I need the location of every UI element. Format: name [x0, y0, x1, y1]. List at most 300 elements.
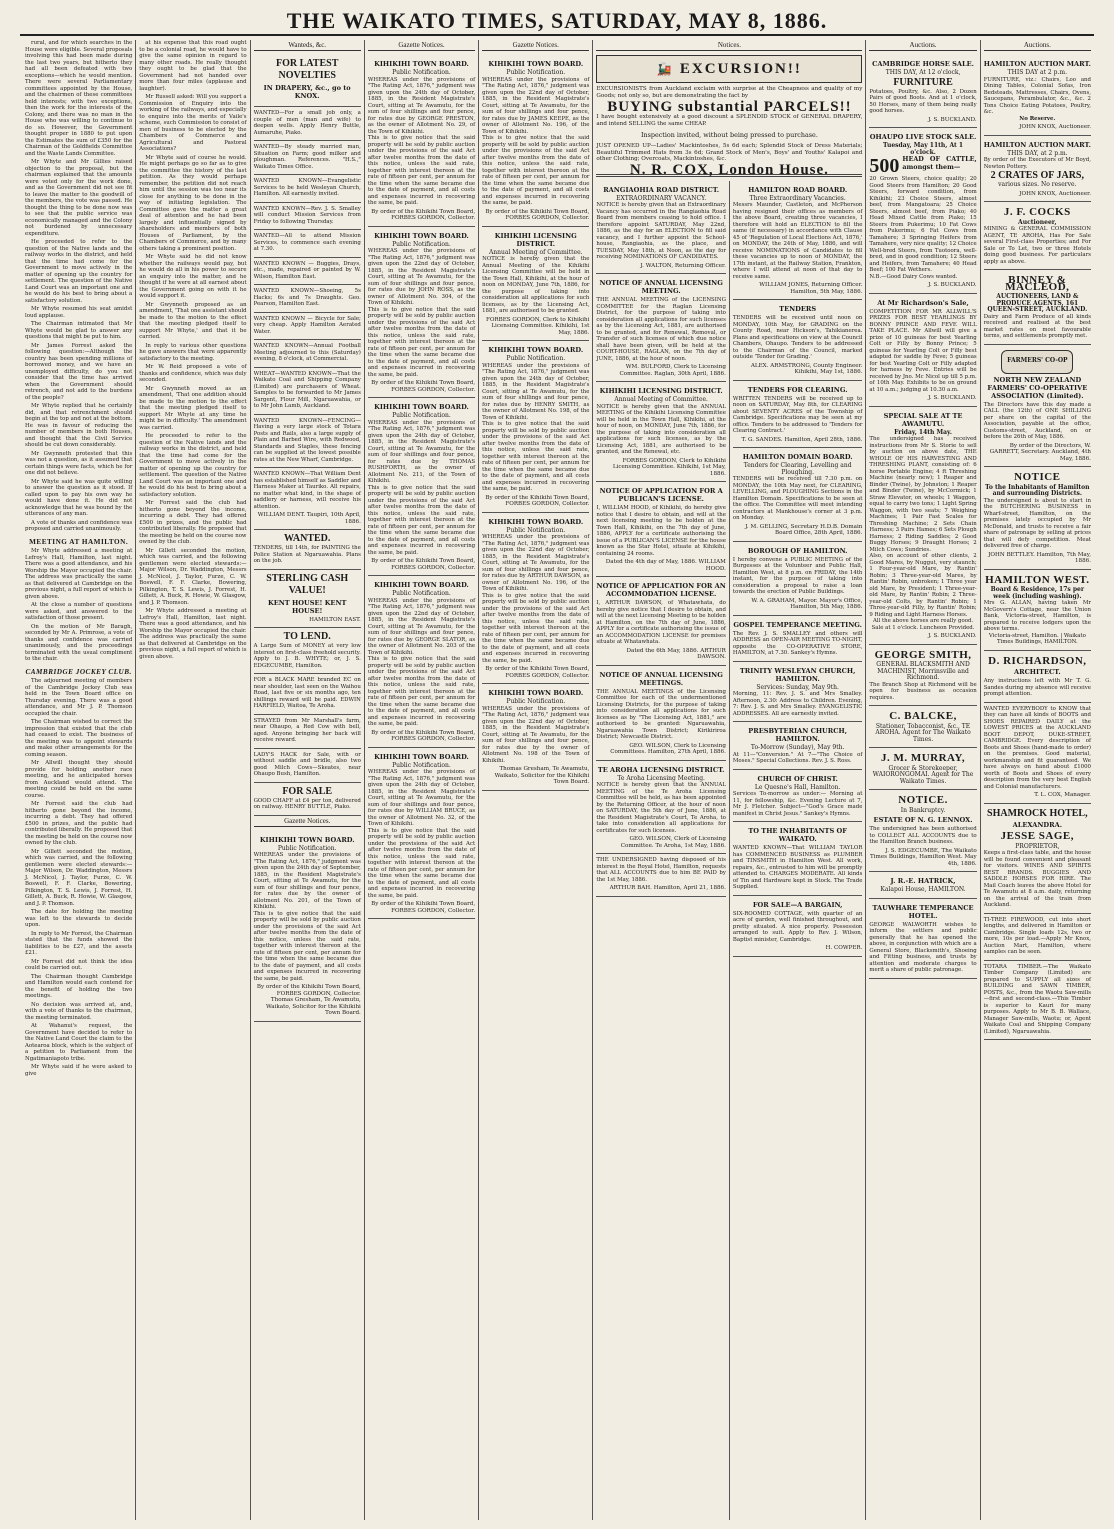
boot-depot-ad	[984, 703, 1091, 804]
business-subtitle: GENERAL BLACKSMITH AND MACHINIST, Morrinsville and Richmond.	[876, 661, 970, 681]
ad-signature: WILLIAM DENT. Taupiri, 10th April, 1886.	[257, 512, 361, 525]
article-paragraph: Mr Whyte and Mr Gillies raised objection to the proposal, but the chairman explained that the amounts were voted only for the work done, and as the Government did not see fit to leave the matter to the goodwill of the members, the vote was passed. He thought the thing to be done now was to see that the public service was economically managed and the Colony not burdened by unnecessary expenditure.	[25, 159, 133, 237]
business-body: Stationer, Tobacconist, &c., TE AROHA. Agent for The Waikato Times.	[875, 722, 971, 743]
notice-title: HAMILTON DOMAIN BOARD.	[742, 453, 853, 462]
masthead-rule	[20, 34, 1094, 36]
notice-body: WHEREAS under the provisions of "The Rating Act, 1876," judgment was given upon the 24th day of October, 1885, in the Resident Magistrate's Court, sitting at Te Awamutu, for the sum of four shillings and four pence, for rates due by GEORGE PRESTON, as the owner of Allotment No. 29, of the Town of Kihikihi.	[367, 76, 476, 135]
notice-signature: H. COWPER.	[825, 945, 863, 952]
article-paragraph: Mr Allwill thought they should provide for holding another race meeting, and he anticipated horses from Auckland would attend. The meeting could be held on the same course.	[25, 760, 133, 799]
notice-body: The Rev. J. S. SMALLEY and others will ADDRESS an OPEN-AIR MEETING TO-NIGHT, opposite the CO-OPERATIVE STORE, HAMILTON, at 7.30. Sankey's Hymns.	[732, 630, 863, 657]
auction-title: SPECIAL SALE AT TE AWAMUTU.	[883, 411, 963, 428]
column-7-notices	[730, 181, 866, 1520]
notice-subtitle: Public Notification.	[392, 412, 451, 419]
lodging-ad	[984, 570, 1091, 651]
auction-ad	[869, 55, 976, 128]
excursion-ad	[593, 40, 865, 181]
notice-body: I hereby convene a PUBLIC MEETING of the Burgesses at the Volunteer and Public Hall, Hamilton West, at 8 p.m. on FRIDAY, the 14th instant, for the purpose of taking into consideration a proposal to raise a loan towards the erection of Public Buildings.	[732, 556, 863, 596]
business-card	[984, 202, 1091, 270]
notice-signature: By order of the Kihikihi Town Board, FORBES GORDON, Collector.	[485, 666, 590, 679]
ad-note: Inspection invited, without being pressed to purchase.	[640, 130, 818, 139]
notice-title: KIHIKIHI TOWN BOARD.	[488, 689, 584, 697]
business-body: The Branch Shop at Richmond will be open for business as occasion requires.	[869, 681, 977, 701]
notice-subtitle: Public Notification.	[506, 698, 566, 705]
auction-when: Tuesday, May 11th, At 1 o'clock.	[883, 142, 964, 156]
notice-signature: ARTHUR BAH. Hamilton, April 21, 1886.	[609, 885, 726, 892]
ad-signature: T. L. COX, Manager.	[1034, 792, 1091, 798]
auctioneer-signature: J. S. BUCKLAND.	[928, 282, 977, 288]
business-name: BINNEY & MACLEOD,	[1005, 274, 1070, 293]
notice-title: KIHIKIHI TOWN BOARD.	[488, 60, 584, 68]
article-paragraph: He proceeded to refer to the question of the Native lands and the railway works in the district, and held that the time had come for the Government to move actively in the matter of opening up the country for settlement. The question of the Native Land Court was an important one and he would do his best to bring about a satisfactory solution.	[139, 433, 247, 498]
notice-subtitle: To the Inhabitants of Hamilton and surrounding Districts.	[985, 483, 1090, 497]
auction-note: various sizes. No reserve.	[998, 181, 1077, 188]
ad-headline: FOR SALE	[282, 785, 333, 797]
ad-body: WANTED EVERYBODY to KNOW that they can have all kinds of BOOTS and SHOES REPAIRED DAILY at the LOWEST PRICES at the AUCKLAND BOOT DEPOT, DUKE-STREET, CAMBRIDGE. Every description of Boots and Shoes (hand-made to order) on the premises. Good material, workmanship and fit guaranteed. We have always on hand about £1000 worth of Boots and Shoes of every description from the very best English and Colonial manufacturers.	[983, 705, 1091, 790]
notice-subtitle: Services: Sunday, May 9th.	[756, 683, 839, 691]
notice-body: This is to give notice that the said property will be sold by public auction under the provisions of the said Act after twelve months from the date of this notice, unless the said rate, together with interest thereon at the rate of fifteen per cent, per annum for the time when the same became due to the date of payment, and all costs and expenses incurred in recovering the same, be paid.	[367, 656, 476, 727]
business-name: GEORGE SMITH,	[874, 648, 972, 661]
auction-headline: FURNITURE	[893, 76, 953, 88]
notice	[733, 616, 863, 662]
article-paragraph: Mr Whyte said of course he would. He might perhaps go so far as to give the committee the history of the last petition. As they would perhaps remember, the petition did not reach him until the session was too near its close for anything to be done in the way of initiating legislation. The Committee gave the matter a great deal of attention and he had been largely and influentially signed by shareholders and members of both Houses of Parliament, by the Chambers of Commerce, and by many others taking a prominent position.	[139, 154, 247, 252]
gazette-notice	[368, 398, 475, 576]
notice-title: NOTICE OF APPLICATION FOR A PUBLICAN'S LICENSE.	[599, 487, 723, 504]
classified-ad: WANTED KNOWN — Buggies, Drays, etc., made, repaired or painted by W. Wilson, Hamilton East.	[254, 258, 361, 286]
cooperative-notice	[984, 345, 1091, 468]
auction-title: HAMILTON AUCTION MART.	[983, 140, 1091, 149]
article-paragraph: The Chairman wished to correct the impression that existed that the club had ceased to exist. The business of the meeting was to appoint stewards and make other arrangements for the coming season.	[25, 719, 133, 758]
classified-ad	[254, 468, 361, 530]
notice-title: KIHIKIHI TOWN BOARD.	[374, 403, 469, 411]
notice-body: TENDERS will be received until noon on MONDAY, 10th May, for GRADING on the County Road, near Hickson's, Tahikianerea. Plans and specifications on view at the Council Chambers, Ohaupo. Tenders to be addressed to the Chairman of the Council, marked outside 'Tender for Grading.'	[732, 315, 863, 361]
classified-ad: WANTED KNOWN — Bicycle for Sale; very cheap. Apply Hamilton Aerated Water.	[254, 313, 361, 341]
auction-ad	[984, 55, 1091, 136]
business-name: J. M. MURRAY,	[880, 752, 966, 764]
article-paragraph: Mr Whyte resumed his seat amidst loud applause.	[25, 306, 133, 319]
notice-signature: WM. BULFORD, Clerk to Licensing Committee. Raglan, 30th April, 1886.	[619, 364, 726, 377]
column-heading: Gazette Notices.	[482, 40, 589, 51]
ad-subhead: IN DRAPERY, &c., go to KNOX.	[263, 84, 351, 100]
ad-location: HAMILTON EAST.	[309, 616, 361, 623]
business-card	[869, 706, 976, 748]
auction-title: OHAUPO LIVE STOCK SALE.	[869, 133, 977, 141]
notice-body: WHEREAS under the provisions of "The Rating Act, 1876," judgment was given upon the 24th day of September, 1885, in the Resident Magistrate's Court, sitting at Te Awamutu, for the sum of four shillings and four pence, for rates due by the owner of allotment No. 201, of the Town of Kihikihi.	[253, 852, 361, 910]
notice-body: WRITTEN TENDERS will be received up to noon on SATURDAY, May 8th, for CLEARING about SEVENTY ACRES of the Township of Cambridge. Specifications may be seen at my office. Tenders to be addressed to 'Tenders for Clearing Contract.'	[732, 395, 863, 435]
business-body: Grocer & Storekeeper, WAIORONGOMAI. Agent for The Waikato Times.	[872, 764, 974, 785]
article-paragraph: At Wahanui's request, the Government have decided to refer to the Native Land Court the claim to the Aotearoa block, which is the subject of a petition to Parliament from the Ngatimaniapoto tribe.	[25, 1023, 133, 1062]
notice-body: Services To-morrow as under:— Morning at 11, for fellowship, &c. Evening Lecture at 7, Mr J. Fletcher. Subject—"God's Grace made manifest in Christ Jesus." Sankey's Hymns.	[732, 791, 863, 817]
ad-headline: WANTED.	[284, 533, 331, 544]
notice	[596, 274, 726, 382]
hotel-location: ALEXANDRA.	[1012, 821, 1063, 829]
notice	[733, 662, 863, 723]
notice-subtitle: Public Notification.	[392, 240, 451, 248]
notice-subtitle: Public Notification.	[277, 844, 337, 852]
notice-body: This is to give notice that the said property will be sold by public auction under the provisions of the said Act after twelve months from the date of this notice, unless the said rate, together with interest thereon at the rate of fifteen per cent, per annum for the time when the same became due to the date of payment, and all costs and expenses incurred in recovering the same, be paid.	[482, 135, 590, 206]
notice-body: NOTICE is hereby given that an Extraordinary Vacancy has occurred in the Rangiaohia Road Board from members ceasing to hold office. I therefore appoint SATURDAY, May 22nd, 1886, as the day for an ELECTION to fill said vacancy, and I further appoint the School-house, Rangiaohia, as the place, and TUESDAY, May 18th, at Noon, as the day for receiving NOMINATIONS OF CANDIDATES.	[596, 202, 726, 261]
business-subtitle: ARCHITECT.	[1013, 668, 1061, 676]
ad-headline: FOR LATEST NOVELTIES	[276, 58, 339, 81]
article-paragraph: No decision was arrived at, and, with a vote of thanks to the chairman, the meeting terminated.	[25, 1001, 133, 1021]
notice-body: WHEREAS under the provisions of "The Rating Act, 1876," judgment was given upon the 24th day of October, 1885, in the Resident Magistrate's Court, sitting at Te Awamutu, for the sum of four shillings and four pence, for rates due by THOMAS RUSHFORTH, as the owner of Allotment No. 211, of the Town of Kihikihi.	[367, 419, 476, 484]
classified-ad: WANTED—By steady married man, Situation on Farm; good milker and ploughman. References. "H.S.," Waikato Times Office.	[254, 141, 361, 175]
article-paragraph: at his expense that this road ought to be a colonial road, he would have to give the same opinion in regard to many other roads. He really thought they ought to be glad that the Government had not handed over more than four miles (applause and laughter).	[139, 40, 247, 92]
article-paragraph: Mr W. Reid proposed a vote of thanks and confidence, which was duly seconded.	[139, 364, 247, 383]
article-paragraph: The Chairman intimated that Mr Whyte would be glad to answer any questions that might be put to him.	[25, 321, 133, 340]
business-body: Dairy and Farm Produce of all kinds received and realised at the best market rates on most favourable terms, and settlements promptly met.	[983, 313, 1091, 339]
auctioneer-signature: J. S. BUCKLAND.	[928, 116, 977, 123]
notice-title: NOTICE OF ANNUAL LICENSING MEETINGS.	[599, 670, 723, 687]
article-paragraph: In reply to various other questions he gave answers that were apparently satisfactory to the meeting.	[139, 342, 247, 362]
notices-subcolumns	[593, 181, 865, 1520]
masthead	[0, 0, 1114, 34]
notice-subtitle: Annual Meeting of Committee.	[488, 248, 583, 256]
notice-title: GOSPEL TEMPERANCE MEETING.	[733, 620, 862, 629]
article-paragraph: Mr James Forrest asked the following question:—Although the country has been spending millions of borrowed money, and we have an unemployed difficulty, do you not consider that the time has arrived when the Government should retrench, and not add to the burdens of the people?	[25, 342, 133, 401]
notice-signature: By order of the Kihikihi Town Board, FORBES GORDON, Collector.	[371, 729, 476, 742]
auction-headline: 2 CRATES OF JARS,	[990, 170, 1084, 181]
business-card	[984, 270, 1091, 345]
notice-body: SIX-ROOMED COTTAGE, with quarter of an acre of garden, well finished throughout, and pretty situated. A nice property. Possession arranged to suit. Apply to Rev. J. Wilson, Baptist minister, Cambridge.	[732, 910, 863, 943]
ad-body: JUST OPENED UP—Ladies' Mackintoshes, 5s 6d each; Splendid Stock of Dress Materials; Beautiful Trimmed Hats from 3s 6d; Grand Stock of Men's, Boys' and Youths' Kalapoi and other Clothing; Overcoats, Mackintoshes, &c.	[596, 142, 863, 163]
auction-ad	[984, 136, 1091, 203]
hotel-body: GEORGE WALWORTH wishes to inform the settlers and public generally that he has opened the above, in conjunction with which are a General Store, Blacksmith's, Shoeing and Fitting business, and trusts by attention and moderate charges to merit a share of public patronage.	[869, 921, 977, 973]
notice-signature: GEO. WILSON, Clerk to Licensing Committees. Hamilton, 27th April, 1886.	[610, 742, 726, 756]
notice-body: Morning, 11: Rev. J. S. and Mrs Smalley. Afternoon, 2.30: Address to Children. Evening, 7: Rev. J. S. and Mrs Smalley. EVANGELISTIC ADDRESSES. All are earnestly invited.	[732, 691, 863, 717]
gazette-notice	[368, 748, 475, 920]
auction-body: By order of the Executors of Mr Boyd, Newton Pottery.	[983, 157, 1091, 170]
architect-ad	[984, 651, 1091, 703]
hotel-ad	[984, 804, 1091, 914]
column-1	[22, 40, 136, 1520]
ad-subtitle: Board & Residence, 17s per week (including washing).	[990, 586, 1085, 600]
auction-ad	[869, 128, 976, 294]
notice	[596, 666, 726, 761]
article-paragraph: Mr Gwynneth proposed as an amendment, 'That one assistant should be made to the motion to the effect that the meeting pledged itself to support Mr Whyte,' and that it be carried.	[139, 301, 247, 340]
column-9-auctions	[981, 40, 1094, 1520]
auction-note: N.B.—Good Dairy Cows wanted.	[869, 273, 958, 280]
ad-address: Victoria-street, Hamilton. | Waikato Times Buildings, HAMILTON.	[988, 632, 1086, 645]
auctioneer-signature: J. S. BUCKLAND.	[928, 633, 977, 639]
classified-ad: WHEAT—WANTED KNOWN—That the Waikato Coal and Shipping Company (Limited) are purchasers of Wheat. Samples to be forwarded to Mr James Sargent, Flour Mill, Ngaruawahia, or to Mr John Lamb, Auckland.	[254, 368, 361, 415]
hotel-body: Keeps a first-class table, and the house will be found convenient and pleasant for visitors. WINES AND SPIRITS BEST BRANDS. BUGGIES AND SADDLE HORSES FOR HIRE. The Mail Coach leaves the above Hotel for Te Awamutu at 8 a.m. daily, returning on the arrival of the train from Auckland.	[983, 850, 1091, 908]
gazette-notice	[254, 831, 361, 1022]
notice-body: The undersigned has been authorised to COLLECT ALL ACCOUNTS due to the Hamilton Branch business.	[869, 826, 977, 845]
ad-body: EXCURSIONISTS from Auckland exclaim with surprise at the Cheapness and quality of my Goods; not only so, but are demonstrating the fact by	[596, 86, 863, 99]
notice-title: TE AROHA LICENSING DISTRICT.	[597, 765, 725, 774]
auction-body: COMPETITION FOR MR ALLWILL'S PRIZES FOR BEST YEARLINGS BY BONNY PRINCE AND FEVE WILL TAKE PLACE. Mr Allwill will give a prize of 10 guineas for best Yearling Colt or Filly by Bonny Prince; 5 guineas for Yearling Colt or Filly best adapted for saddle by Feve; 5 guineas for best Yearling Colt or Filly adapted for harness by Feve. Entries will be received by Jno. Mc Nicol up till 5 p.m. of 10th May. Exhibits to be on ground at 10 a.m.; judging at 10.30 a.m.	[869, 308, 977, 393]
notice-title: FOR SALE—A BARGAIN,	[752, 900, 843, 909]
notice-title: KIHIKIHI TOWN BOARD.	[259, 835, 355, 844]
article-paragraph: Mr Gwynneth protested that this was not a question, as it assumed that certain things were facts, which he for one did not believe.	[25, 450, 133, 476]
notice-signature: J. M. GELLING, Secretary H.D.B. Domain Board Office, 28th April, 1886.	[745, 523, 863, 537]
cooperative-seal-icon: FARMERS' CO-OP	[1001, 350, 1073, 374]
classified-ad: WANTED KNOWN—FENCING—Having a very large stock of Totara Posts and Rails, also a large supply of Plain and Barbed Wire, with Redwood, Standards and Staples, these fencing can be supplied at the lowest possible rates at the New Wharf, Cambridge.	[254, 415, 361, 469]
notice-body: The undersigned is about to start in the BUTCHERING BUSINESS in Wharf-street, Hamilton, on the premises lately occupied by Mr McDonald, and trusts to receive a fair share of patronage by selling at prices that will defy competition. Meat delivered free of charge.	[983, 497, 1091, 549]
notice	[596, 854, 726, 897]
notice-signature: By order of the Kihikihi Town Board, FORBES GORDON, Collector. Thomas Gresham, Te Awamutu, Waikato, Solicitor for the Kihikihi Town Board.	[256, 984, 361, 1016]
notice-signature: FORBES GORDON, Clerk to Kihikihi Licensing Committee. Kihikihi, 1st May, 1886.	[485, 316, 590, 336]
notice-body: Messrs Maunder, Castleton, and McPherson having resigned their offices as members of the above Board, creating three vacancies, I therefore will hold an ELECTION to fill the same (if necessary) in accordance with Clause 45 of 'Regulation of Local Elections Act, 1876,' on MONDAY, the 24th of May, 1886, and will receive NOMINATIONS of Candidates to fill these vacancies up to noon of MONDAY, the 17th instant, at the Railway Station, Frankton, where I will attend at noon of that day to receive same.	[732, 202, 863, 280]
notice	[596, 181, 726, 275]
notice-body: WHEREAS under the provisions of "The Rating Act, 1876," judgment was given upon the 22nd day of October, 1885, in the Resident Magistrate's Court, sitting at Te Awamutu, for the sum of four shillings and four pence, for rates due by GEORGE SLATOR, as the owner of Allotment No. 203 of the Town of Kihikihi.	[367, 597, 476, 656]
article-paragraph: Mr Forrest said the club had hitherto gone beyond the income, incurring a debt. They had offered £500 in prizes, and the public had contributed liberally. He proposed that the meeting be held on the course now owned by the club.	[139, 500, 247, 545]
business-subtitle: Kalapoi House, HAMILTON.	[880, 886, 966, 893]
gazette-notice	[482, 55, 589, 227]
article-paragraph: The date for holding the meeting was left to the stewards to decide upon.	[25, 909, 133, 928]
column-heading: Notices.	[596, 40, 862, 51]
notice-subtitle: To-Morrow (Sunday), May 9th.	[750, 744, 845, 752]
notice	[733, 822, 863, 896]
ad-body: GOOD CHAFF at £4 per ton, delivered on railway. HENRY BUTTLE, Piako.	[253, 797, 361, 810]
notice-title: KIHIKIHI TOWN BOARD.	[374, 752, 469, 761]
classified-ad: WANTED KNOWN—Evangelistic Services to be held Wesleyan Church, Hamilton. All earnestly invited.	[254, 175, 361, 203]
gazette-notice	[482, 341, 589, 513]
auction-title: At Mr Richardson's Sale,	[877, 298, 969, 307]
notice-signature: Dated the 6th May, 1886. ARTHUR DAWSON.	[626, 647, 726, 661]
notice-body: WHEREAS under the provisions of "The Rating Act, 1876," judgment was given upon the 22nd day of October, 1885, in the Resident Magistrate's Court, sitting at Te Awamutu, for the sum of four shillings and four pence, for rates due by JOHN ROSS, as the owner of Allotment No. 304, of the Town of Kihikihi.	[367, 248, 476, 306]
ad-signature: N. R. COX, London House.	[596, 167, 862, 177]
article-paragraph: He proceeded to refer to the question of the Native lands and the railway works in the district, and held that the time had come for the Government to move actively in the matter of opening up the country for settlement. The question of the Native Land Court was an important one and he would do his best to bring about a satisfactory solution.	[25, 239, 133, 304]
notice-signature: By order of the Kihikihi Town Board, FORBES GORDON, Collector.	[371, 901, 476, 914]
ad-headline: STERLING CASH VALUE!	[266, 572, 349, 596]
notice-body: NOTICE is hereby given that the ANNUAL MEETING of the Te Aroha Licensing Committee will be held, as has been appointed by the Returning Officer, at the hour of noon on SATURDAY, the 5th day of June, 1886, at the Resident Magistrate's Court, Te Aroha, to take into consideration all applications for certificates for such licenses.	[596, 782, 726, 834]
notice-body: WHEREAS under the provisions of "The Rating Act, 1876," judgment was given upon the 22nd day of October, 1885, in the Resident Magistrate's Court, sitting at Te Awamutu, for the sum of four shillings and four pence, for rates due by JAMES KEEPE, as the owner of Allotment No. 196, of the Town of Kihikihi.	[482, 76, 590, 135]
knox-ad	[254, 55, 361, 107]
auction-when: THIS DAY at 2 p.m.	[1007, 69, 1067, 76]
proprietor-name: JESSE SAGE,	[1000, 830, 1075, 842]
ad-headline: TO LEND.	[283, 631, 331, 642]
notice-signature: By order of the Kihikihi Town Board, FORBES GORDON, Collector.	[371, 558, 476, 571]
auction-ad	[869, 294, 976, 407]
classified-ad: FOR a BLACK MARE branded EC on near shoulder, last seen on the Waihou Road, last five or six months ago, ten shillings reward will be paid. EDWIN HARFIELD, Waitoa, Te Aroha.	[254, 674, 361, 715]
gazette-notice	[482, 684, 589, 791]
notice-title: BOROUGH OF HAMILTON.	[747, 546, 848, 555]
notice-signature: ALEX. ARMSTRONG, County Engineer. Kihikihi, May 1st, 1886.	[750, 362, 863, 376]
cattle-count: 500	[869, 155, 900, 177]
notice-body: NOTICE is hereby given that the Annual Meeting of the Kihikihi Licensing Committee will be held in the Town Hall, Kihikihi, at the hour of noon on MONDAY, June 7th, 1886, for the purpose of taking into consideration all applications for such licenses, as by the Licensing Act, 1881, are authorised to be granted.	[482, 256, 590, 314]
cattle-heading	[869, 155, 977, 177]
notice-title: TENDERS FOR CLEARING.	[747, 385, 848, 394]
notice-subtitle: Tenders for Clearing, Levelling and Ploughing.	[743, 462, 852, 476]
butcher-notice	[984, 467, 1091, 570]
notice	[733, 542, 863, 616]
article-paragraph: Mr Gwynneth moved as an amendment, 'That one addition should be made to the motion to the effect that the meeting pledged itself to support Mr Whyte at any time he might be in difficulty.' The amendment was carried.	[139, 385, 247, 431]
classified-ad: WANTED—All to attend Mission Services, to commence each evening at 7.30.	[254, 230, 361, 258]
notice	[596, 382, 726, 482]
auction-title: CAMBRIDGE HORSE SALE.	[872, 60, 974, 68]
article-paragraph: Mr Gillett seconded the motion, which was carried, and the following gentlemen were elected stewards:—Major Wilson, Dr. Waddington, Messrs J. McNicol, J. Taylor, Furze, C. W. Boswell, F. F. Clarke, Bowering, Pilkington, T. S. Lewis, J. Forrest, H. Gillett, A. Buck, R. Howie, W. Glasgow, and J. P. Thomson.	[139, 547, 247, 606]
notice	[733, 181, 863, 301]
notice-body: WHEREAS under the provisions of "The Rating Act, 1876," judgment was given upon the 22nd day of October, 1885, in the Resident Magistrate's Court, sitting at Te Awamutu, for the sum of four shillings and four pence, for rates due by the owner of Allotment No. 198 of the Town of Kihikihi.	[482, 705, 590, 764]
notice-body: This is to give notice that the said property will be sold by public auction under the provisions of the said Act after twelve months from the date of this notice, unless the said rate, together with interest thereon at the rate of fifteen per cent, per annum for the time when the same became due to the date of payment, and all costs and expenses incurred in recovering the same, be paid.	[367, 484, 476, 556]
column-2	[136, 40, 250, 1520]
auction-body: 20 Grown Steers, choice quality; 20 Good Steers from Hamilton; 20 Good Steers, forward condition, from Kihikihi; 23 Choice Steers, almost beef, from Mangatoara; 25 Choice Steers, almost beef, from Piako; 40 Head Mixed Cattle from Piako; 15 Steers from Pukerimu; 10 Fat Cows from Pukerimu; 6 Fat Cows from Tamahere; 3 Springing Heifers from Tamahere, very nice quality; 12 Choice Well-bred Steers, from Tuotoora, well-bred, and in good condition; 12 Steers and Heifers, from Tamahere; 40 Head Beef; 100 Fat Wethers.	[869, 176, 977, 273]
notice-body: WANTED KNOWN—That WILLIAM TAYLOR has COMMENCED BUSINESS as PLUMBER and TINSMITH in Hamilton West. All work, repairs, &c., entrusted to him will be promptly attended to. CHARGES MODERATE. All kinds of Tin and Hardware kept in Stock. The Trade Supplied.	[732, 845, 863, 891]
auction-note: No Reserve.	[1019, 115, 1056, 122]
auction-when: THIS DAY, at 2 p.m.	[1007, 149, 1068, 157]
notice-body: This is to give notice that the said property will be sold by public auction under the provisions of the said Act after twelve months from the date of this notice, unless the said rate, together with interest thereon at the rate of fifteen per cent, per annum for the time when the same became due to the date of payment, and all costs and expenses incurred in recovering the same, be paid.	[367, 135, 476, 206]
notice-subtitle: Le Quesne's Hall, Hamilton.	[754, 783, 841, 791]
notice-body: This is to give notice that the said property will be sold by public auction under the provisions of the said Act after twelve months from the date of this notice, unless the said rate, together with interest thereon at the rate of fifteen per cent, per annum for the time when the same became due to the date of payment, and all costs and expenses incurred in recovering the same, be paid.	[482, 592, 590, 664]
notice-body: This is to give notice that the said property will be sold by public auction under the provisions of the said Act after twelve months from the date of this notice, unless the said rate, together with interest thereon at the rate of fifteen per cent, per annum for the time when the same became due to the date of payment, and all costs and expenses incurred in recovering the same, be paid.	[367, 306, 476, 378]
notice-signature: T. G. SANDES. Hamilton, April 28th, 1886.	[741, 436, 863, 443]
column-3-wanteds	[251, 40, 365, 1520]
article-paragraph: Mr Whyte addressed a meeting at Lefroy's Hall, Hamilton, last night. There was a good attendance, and his Worship the Mayor occupied the chair. The address was practically the same as that delivered at Cambridge on the previous night, a full report of which is given above.	[25, 548, 133, 600]
notice-subtitle: Public Notification.	[506, 526, 566, 534]
article-paragraph: Mr Whyte said if he were asked to give	[25, 1064, 133, 1077]
notice-title: KIHIKIHI TOWN BOARD.	[488, 346, 584, 354]
auction-note: All the above horses are really good. Sale at 1 o'clock. Luncheon Provided.	[871, 618, 975, 631]
notice-body: I, WILLIAM HOOD, of Kihikihi, do hereby give notice that I desire to obtain, and will at the next licensing meeting to be holden at the Town Hall, Kihikihi, on the 7th day of June, 1886, APPLY for a certificate authorising the issue of a PUBLICAN'S LICENSE for the house known as the Star Hotel, situate at Kihikihi, containing 24 rooms.	[596, 505, 726, 557]
notice-title: KIHIKIHI TOWN BOARD.	[374, 581, 469, 589]
gazette-notice	[368, 227, 475, 399]
tender-ad	[254, 530, 361, 570]
notice	[733, 381, 863, 449]
locomotive-icon: 🚂	[656, 61, 674, 76]
column-heading: Gazette Notices.	[368, 40, 475, 51]
column-4-gazette	[365, 40, 479, 1520]
notice-title: TO THE INHABITANTS OF WAIKATO.	[748, 827, 847, 844]
notice-body: This is to give notice that the said property will be sold by public auction under the provisions of the said Act after twelve months from the date of this notice, unless the said rate, together with interest thereon at the rate of fifteen per cent, per annum for the time when the same became due to the date of payment, and all costs and expenses incurred in recovering the same, be paid.	[482, 421, 590, 492]
notice-body: TENDERS will be received till 7.30 p.m. on MONDAY, the 10th May next, for CLEARING, LEVELLING, and PLOUGHING Sections in the Hamilton Domain. Specifications to be seen at the office. The Committee will meet intending contractors at Mankhouse's corner at 3 p.m. on Monday.	[732, 476, 863, 522]
notice-body: THE ANNUAL MEETINGS of the Licensing Committee for each of the undermentioned Licensing Districts, for the purpose of taking into consideration all applications for such licenses as by "The Licensing Act, 1881," are authorised to be granted: Ngaruawahia, Ngaruawahia Town District; Kirikiriroa District; Newcastle District.	[596, 688, 726, 741]
notice	[733, 896, 863, 957]
section-title: CAMBRIDGE JOCKEY CLUB.	[25, 667, 132, 676]
article-paragraph: The adjourned meeting of members of the Cambridge Jockey Club was held in the Town Board office on Thursday evening. There was a good attendance, and Mr J. P. Thomson occupied the chair.	[25, 678, 133, 717]
ad-subhead: KENT HOUSE! KENT HOUSE!	[268, 598, 347, 615]
business-subtitle: AUCTIONEERS, LAND & PRODUCE AGENTS, 161 QUEEN-STREET, AUCKLAND.	[987, 293, 1088, 313]
lend-ad	[254, 628, 361, 674]
column-8-auctions	[866, 40, 980, 1520]
notice-signature: W. A. GRAHAM, Mayor. Mayor's Office, Hamilton, 5th May, 1886.	[751, 597, 863, 611]
ad-body: TENDERS, till 14th, for PAINTING the Police Station at Ngaruawahia. Plans on the job.	[253, 545, 361, 564]
business-card	[869, 645, 976, 707]
ad-headline: BUYING substantial PARCELS!!	[607, 98, 852, 115]
article-paragraph: Mr Whyte replied that he certainly did, and that retrenchment should begin at the top and not at the bottom. He was in favour of reducing the number of members in both Houses, and thought that the Civil Service should be cut down considerably.	[25, 403, 133, 448]
notice	[596, 761, 726, 855]
article-paragraph: On the motion of Mr Baragh, seconded by Mr A. Primrose, a vote of thanks and confidence was carried unanimously, and the proceedings terminated with the usual compliment to the chair.	[25, 623, 133, 662]
hotel-ad	[869, 899, 976, 979]
notice-subtitle: Public Notification.	[392, 69, 451, 76]
notice-signature: By order of the Kihikihi Town Board, FORBES GORDON, Collector.	[371, 380, 476, 393]
notice-title: NORTH NEW ZEALAND FARMERS' CO-OPERATIVE ASSOCIATION (Limited).	[987, 375, 1088, 400]
proprietor-title: PROPRIETOR,	[1015, 842, 1060, 850]
classified-ad: WANTED KNOWN—Annual Football Meeting adjourned to this (Saturday) evening, 8 o'clock, at Commercial.	[254, 340, 361, 368]
auction-body: Also, on account of other clients, 2 Good Mares, by Nuggut, very staunch; 1 Four-year-old Mare, by Rantin' Robin; 3 Three-year-old Mares, by Rantin' Robin, unbroken; 1 Three year old Mare, by President; 1 Three-year-old Mare, by Rantin' Robin; 2 Three-year-old Colts, by Rantin' Robin; 1 Three-year-old Filly, by Rantin' Robin; 9 Riding and Light Harness Horses.	[869, 553, 977, 618]
notice-title: HAMILTON ROAD BOARD.	[748, 185, 848, 194]
notice-signature: GEO. WILSON, Clerk of Licensing Committee. Te Aroha, 1st May, 1886.	[620, 836, 726, 849]
classified-ad: TOTARA TIMBER.—The Waikato Timber Company (Limited) are prepared to SUPPLY all sizes of BUILDING and SAWN TIMBER, POSTS, &c., from the Waotu Saw-mills—first and second-class.—This Timber is superior to Kauri for many purposes. Apply to Mr B. B. Wallace, Manager Saw-mills, Waotu; or, Agent Waikato Coal and Shipping Company (Limited), Ngaruawahia.	[984, 961, 1091, 1041]
article-paragraph: The Chairman thought Cambridge and Hamilton would each contend for the benefit of holding the two meetings.	[25, 973, 133, 999]
notice-body: THE UNDERSIGNED having disposed of his interest in the Royal Hotel, Hamilton, requests that ALL ACCOUNTS due to him BE PAID by the 1st May, 1886.	[596, 857, 726, 883]
hotel-name: SHAMROCK HOTEL,	[987, 807, 1088, 819]
notice-title: PRESBYTERIAN CHURCH, HAMILTON.	[748, 727, 848, 744]
notice-title: NOTICE OF APPLICATION FOR AN ACCOMMODATION LICENSE.	[596, 582, 726, 599]
auction-body: FURNITURE, viz.: Chairs, Loo and Dining Tables, Colonial Sofas, Iron Bedsteads, Mattresses, Chairs, Ovens, Saucepans, Perambulator, &c., &c. 2 Tons Choice Eating Potatoes, Poultry, &c.	[983, 76, 1091, 115]
notice-title: KIHIKIHI LICENSING DISTRICT.	[599, 387, 723, 396]
notice-body: NOTICE is hereby given that the ANNUAL MEETING of the Kihikihi Licensing Committee will be held in the Town Hall, Kihikihi, at the hour of noon, on MONDAY, June 7th, 1886, for the purpose of taking into consideration all applications for such licenses, as by the Licensing Act, 1881, are authorised to be granted, and the Renewal, etc.	[596, 403, 726, 456]
notice-subtitle: EXTRAORDINARY VACANCY.	[616, 194, 707, 202]
classified-ad: WANTED KNOWN—Rev. J. S. Smalley will conduct Mission Services from Friday to following Thursday.	[254, 203, 361, 231]
notice-body: WHEREAS under the provisions of "The Rating Act, 1876," judgment was given upon the 24th day of October, 1885, in the Resident Magistrate's Court, sitting at Te Awamutu, for the sum of four shillings and four pence, for rates due by WILLIAM BRUCE, as the owner of Allotment No. 32, of the Town of Kihikihi.	[367, 769, 476, 827]
cattle-label: HEAD OF CATTLE, amongst them—	[902, 155, 977, 171]
ad-body: A Large Sum of MONEY at very low interest on first-class freehold security. Apply to J. B. WHYTE; or, J. S. EDGECUMBE, Hamilton.	[253, 643, 361, 669]
ad-title: HAMILTON WEST.	[985, 573, 1090, 586]
notice-title: KIHIKIHI LICENSING DISTRICT.	[494, 231, 577, 248]
column-heading: Auctions.	[984, 40, 1091, 51]
page-columns	[22, 40, 1094, 1520]
notice-title: TENDERS	[779, 305, 817, 314]
notice-signature: FORBES GORDON, Clerk to Kihikihi Licensing Committee. Kihikihi, 1st May, 1886.	[612, 457, 726, 477]
gazette-notice	[482, 513, 589, 685]
notice-title: KIHIKIHI TOWN BOARD.	[374, 231, 469, 240]
notice-title: NOTICE.	[898, 794, 948, 806]
banner-text: EXCURSION!!	[679, 60, 802, 77]
notice-subtitle: Te Aroha Licensing Meeting.	[617, 774, 705, 782]
notice-body: At 11—"Conversion." At 7—"The Choice of Moses." Special Collections. Rev. J. S. Ross.	[732, 751, 863, 765]
auctioneer-signature: JOHN KNOX, Auctioneer.	[1019, 190, 1091, 197]
auctioneer-signature: JOHN KNOX, Auctioneer.	[1019, 124, 1091, 130]
notice-body: The Directors have this day made a CALL (the 12th) of ONE SHILLING per share on the capital of the Association, payable at the office, Customs-street, Auckland, on or before the 26th of May, 1886.	[983, 401, 1091, 440]
notice-signature: J. S. EDGECUMBE, The Waikato Times Buildings, Hamilton West. May 4th, 1886.	[870, 847, 977, 867]
gazette-notice	[368, 576, 475, 748]
notice-title: KIHIKIHI TOWN BOARD.	[488, 517, 584, 526]
article-paragraph: Mr Forrest said the club had hitherto gone beyond the income, incurring a debt. They had offered £500 in prizes, and the public had contributed liberally. He proposed that the meeting be held on the course now owned by the club.	[25, 801, 133, 846]
excursion-banner	[596, 55, 862, 83]
business-card	[869, 872, 976, 899]
auction-body: Potatoes, Poultry, &c. Also, 2 Dozen Pairs of good Boots. And at 1 o'clock, 50 Horses, many of them being really good horses.	[869, 88, 977, 114]
business-body: MINING & GENERAL COMMISSION AGENT, TE AROHA, Has For Sale several First-class Properties; and For Sale or To Let, two or three Hotels doing good business. For particulars apply as above.	[983, 226, 1091, 265]
notice-subtitle: Public Notification.	[392, 761, 451, 769]
notice-signature: J. WALTON, Returning Officer.	[640, 262, 726, 269]
notice-title: RANGIAOHIA ROAD DISTRICT.	[603, 185, 720, 194]
column-heading: Auctions.	[869, 40, 976, 51]
notice	[733, 770, 863, 823]
article-paragraph: Mr Russell asked: Will you support a Commission of Enquiry into the working of the railways, and especially to enquire into the merits of Vaile's scheme, such Commission to consist of men of business to be elected by the Chambers of Commerce and Agricultural and Pastoral Associations?	[139, 94, 247, 152]
business-name: D. RICHARDSON,	[988, 654, 1087, 667]
classified-ad: TI-TREE FIREWOOD, cut into short lengths, and delivered in Hamilton or Cambridge. Single loads 12s, two or more, 10s per load.—Apply Mr Knox, Auction Mart, Hamilton, where samples can be seen.	[984, 914, 1091, 961]
ad-body: I have bought extensively at a good discount a SPLENDID STOCK of GENERAL DRAPERY, and intend SELLING the same CHEAP.	[596, 114, 863, 128]
auction-ad	[869, 407, 976, 645]
newspaper-title: THE WAIKATO TIMES, SATURDAY, MAY 8, 1886.	[286, 8, 828, 33]
notice	[733, 300, 863, 381]
notice	[733, 448, 863, 542]
article-paragraph: rural, and for which searches in the House were eligible. Several proposals involving this had been made during the last two years, but hitherto they had all been defeated with two exceptions—which he would mention. There were several Parliamentary committees appointed by the House, and the chairmen of these committees held interests; with two exceptions, then the work for the interests of the Colony, and there was no man in the House who was willing to continue to do so. However, the Government thought proper in 1880 to put upon the Estimates the sum of £350 for the Chairman of the Goldfields Committee and the Waste Lands Committee.	[25, 40, 133, 157]
notice-title: NOTICE	[1014, 471, 1061, 483]
notice	[596, 482, 726, 577]
auctioneer-signature: J. S. BUCKLAND.	[928, 395, 977, 401]
notice-subtitle: Annual Meeting of Committee.	[614, 396, 708, 404]
notice-body: This is to give notice that the said property will be sold by public auction under the provisions of the said Act after twelve months from the date of this notice, unless the said rate, together with interest thereon at the rate of fifteen per cent, per annum for the time when the same became due to the date of payment, and all costs and expenses incurred in recovering the same, be paid.	[253, 910, 361, 982]
column-5-gazette	[479, 40, 593, 1520]
auction-when: Friday, 14th May.	[894, 428, 952, 436]
notice-body: WHEREAS under the provisions of "The Rating Act, 1876," judgment was given upon the 22nd day of October, 1885, in the Resident Magistrate's Court, sitting at Te Awamutu, for the sum of four shillings and four pence, for rates due by ARTHUR DAWSON, as owner of Allotment No. 196, of the Town of Kihikihi.	[482, 534, 590, 592]
gazette-notice	[482, 227, 589, 342]
auction-when: THIS DAY, At 12 o'clock,	[885, 69, 961, 76]
article-paragraph: A vote of thanks and confidence was proposed and carried unanimously.	[25, 519, 133, 532]
column-heading: Wanteds, &c.	[254, 40, 361, 51]
article-paragraph: Mr Whyte said he was quite willing to answer the question as it stood. If called upon to pay his own way he would have done it. He did not acknowledge that he was bound by the utterances of any man.	[25, 478, 133, 517]
notice-subtitle: Public Notification.	[392, 590, 451, 597]
column-heading: Gazette Notices.	[254, 816, 361, 827]
gazette-notice	[368, 55, 475, 227]
business-name: C. BALCKE,	[889, 710, 957, 722]
notice-signature: Dated the 4th day of May, 1886. WILLIAM HOOD.	[605, 559, 726, 572]
notice-signature: WILLIAM JONES, Returning Officer. Hamilton, 5th May, 1886.	[759, 282, 863, 295]
notice-title: NOTICE OF ANNUAL LICENSING MEETING.	[599, 279, 723, 296]
article-paragraph: In reply to Mr Forrest, the Chairman stated that the funds showed the liabilities to be £27, and the assets £21.	[25, 930, 133, 956]
